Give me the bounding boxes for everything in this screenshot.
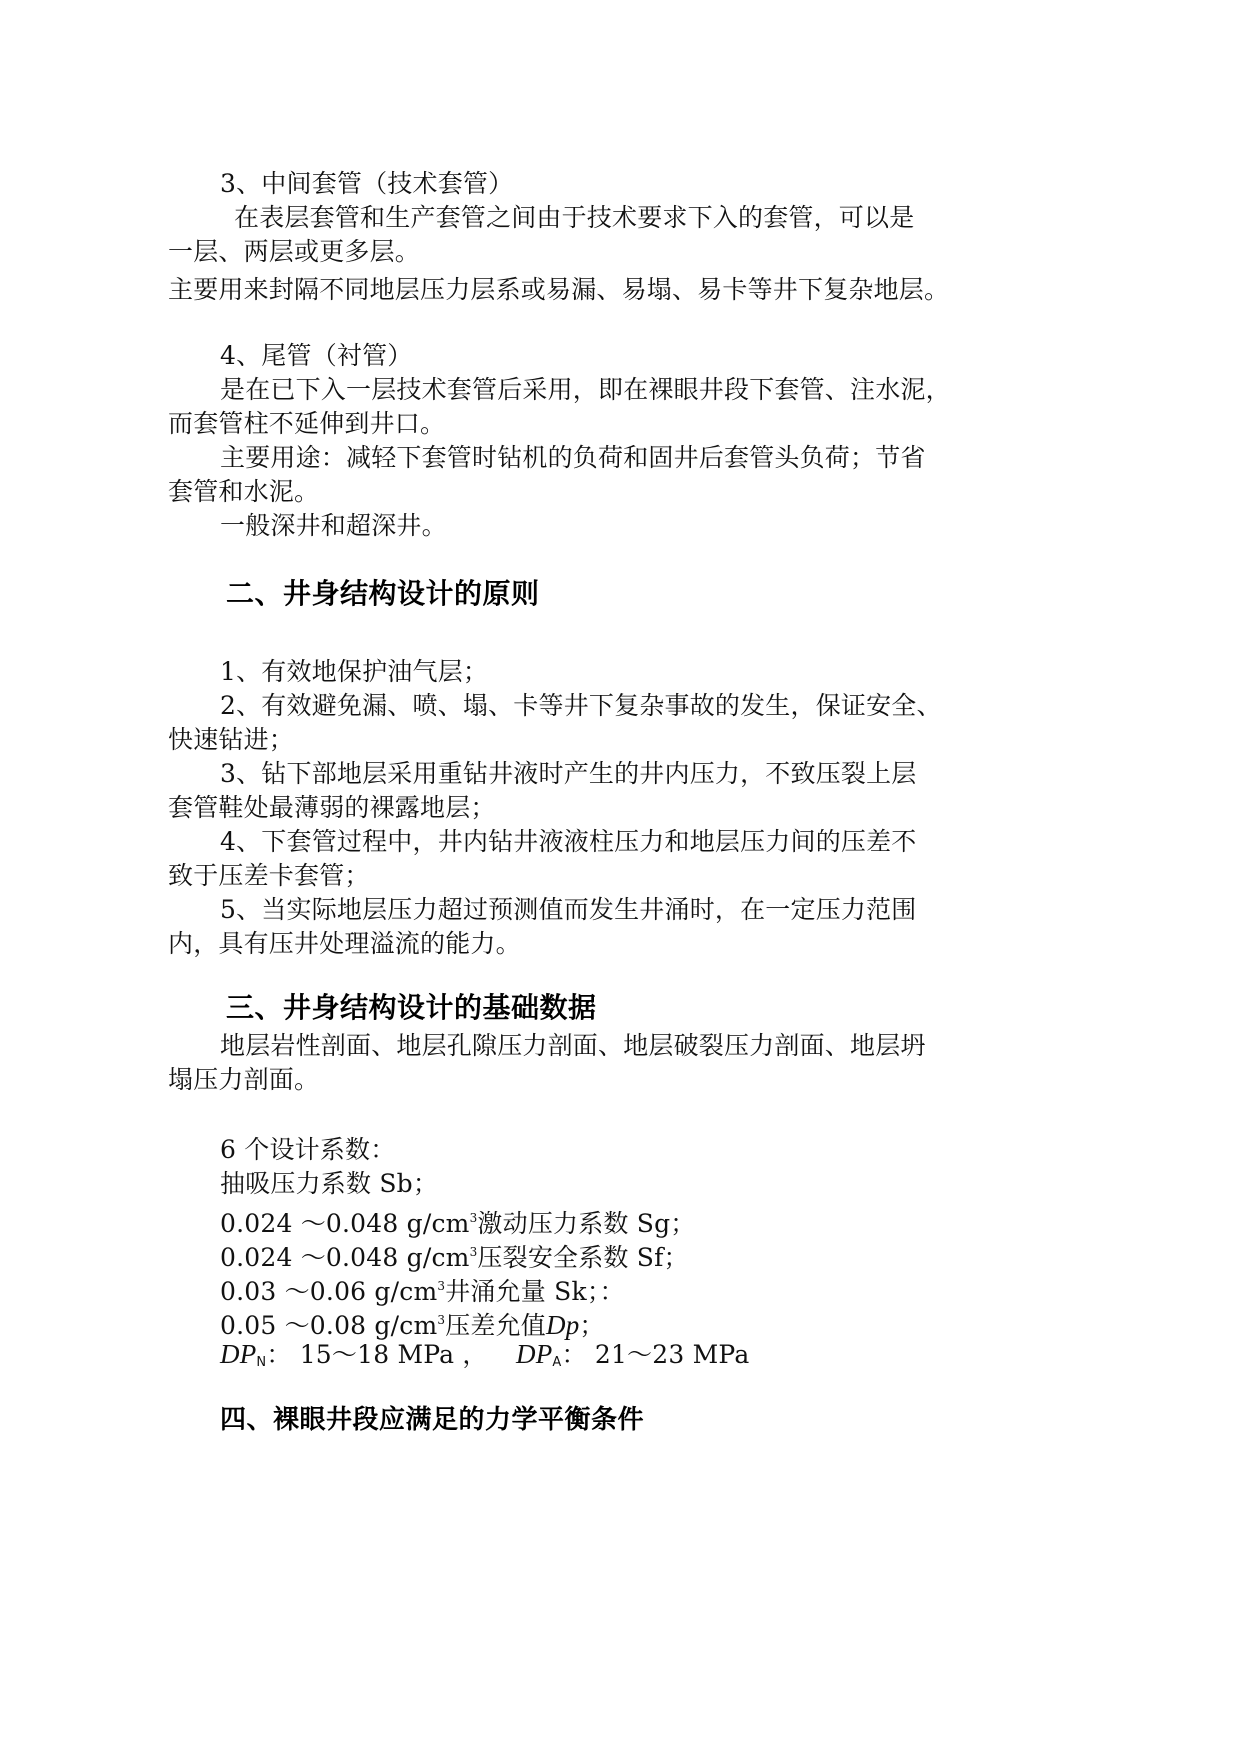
section-heading-principles: 二、井身结构设计的原则 <box>226 577 540 610</box>
dpa-subscript: A <box>552 1355 562 1370</box>
coefficients-intro: 6 个设计系数： <box>220 1135 396 1164</box>
coefficient-sk <box>220 1270 625 1308</box>
dp-symbol: Dp <box>546 1310 580 1340</box>
sf-label: 压裂安全系数 Sf； <box>477 1243 689 1272</box>
dpa-symbol: DP <box>516 1339 553 1369</box>
liner-desc-line1: 是在已下入一层技术套管后采用，即在裸眼井段下套管、注水泥， <box>220 375 951 404</box>
coefficient-sg <box>220 1202 696 1240</box>
sg-label: 激动压力系数 Sg； <box>477 1209 696 1238</box>
basic-data-line2: 塌压力剖面。 <box>168 1065 320 1094</box>
dpn-value: ： 15～18 MPa ， <box>266 1340 488 1369</box>
dp-end: ； <box>579 1311 605 1340</box>
principle-2-line2: 快速钻进； <box>168 725 295 754</box>
principle-1: 1、有效地保护油气层； <box>220 657 489 686</box>
liner-desc-line2: 而套管柱不延伸到井口。 <box>168 409 446 438</box>
sf-range: 0.024 ～0.048 g/cm <box>220 1243 470 1272</box>
coefficient-sf <box>220 1236 689 1274</box>
principle-5-line2: 内，具有压井处理溢流的能力。 <box>168 929 521 958</box>
principle-4-line1: 4、下套管过程中，井内钻井液液柱压力和地层压力间的压差不 <box>220 827 917 856</box>
section-heading-mechanical-balance: 四、裸眼井段应满足的力学平衡条件 <box>220 1405 645 1435</box>
sg-range: 0.024 ～0.048 g/cm <box>220 1209 470 1238</box>
principle-5-line1: 5、当实际地层压力超过预测值而发生井涌时，在一定压力范围 <box>220 895 917 924</box>
principle-3-line2: 套管鞋处最薄弱的裸露地层； <box>168 793 496 822</box>
section-heading-basic-data: 三、井身结构设计的基础数据 <box>226 991 597 1024</box>
liner-use-line2: 套管和水泥。 <box>168 477 320 506</box>
differential-pressure-n <box>220 1338 488 1379</box>
coefficient-sb: 抽吸压力系数 Sb； <box>220 1169 439 1198</box>
intermediate-casing-desc-line1: 在表层套管和生产套管之间由于技术要求下入的套管，可以是 <box>234 203 915 232</box>
dpa-value: ： 21～23 MPa <box>561 1340 750 1369</box>
liner-title: 4、尾管（衬管） <box>220 341 413 370</box>
liner-use-line1: 主要用途：减轻下套管时钻机的负荷和固井后套管头负荷；节省 <box>220 443 926 472</box>
dp-range: 0.05 ～0.08 g/cm <box>220 1311 438 1340</box>
sf-unit-superscript: 3 <box>469 1245 478 1259</box>
coefficient-dp <box>220 1304 605 1342</box>
intermediate-casing-title: 3、中间套管（技术套管） <box>220 169 514 198</box>
principle-4-line2: 致于压差卡套管； <box>168 861 370 890</box>
intermediate-casing-use: 主要用来封隔不同地层压力层系或易漏、易塌、易卡等井下复杂地层。 <box>168 275 950 304</box>
dpn-subscript: N <box>256 1355 267 1370</box>
intermediate-casing-desc-line2: 一层、两层或更多层。 <box>168 237 421 266</box>
liner-application: 一般深井和超深井。 <box>220 511 447 540</box>
dpn-symbol: DP <box>220 1339 257 1369</box>
basic-data-line1: 地层岩性剖面、地层孔隙压力剖面、地层破裂压力剖面、地层坍 <box>220 1031 926 1060</box>
dp-label: 压差允值 <box>445 1311 547 1340</box>
sk-range: 0.03 ～0.06 g/cm <box>220 1277 438 1306</box>
principle-3-line1: 3、钻下部地层采用重钻井液时产生的井内压力，不致压裂上层 <box>220 759 917 788</box>
differential-pressure-a <box>516 1338 749 1379</box>
sg-unit-superscript: 3 <box>469 1211 478 1225</box>
sk-unit-superscript: 3 <box>437 1279 446 1293</box>
principle-2-line1: 2、有效避免漏、喷、塌、卡等井下复杂事故的发生，保证安全、 <box>220 691 942 720</box>
dp-unit-superscript: 3 <box>437 1313 446 1327</box>
sk-label: 井涌允量 Sk；： <box>445 1277 625 1306</box>
